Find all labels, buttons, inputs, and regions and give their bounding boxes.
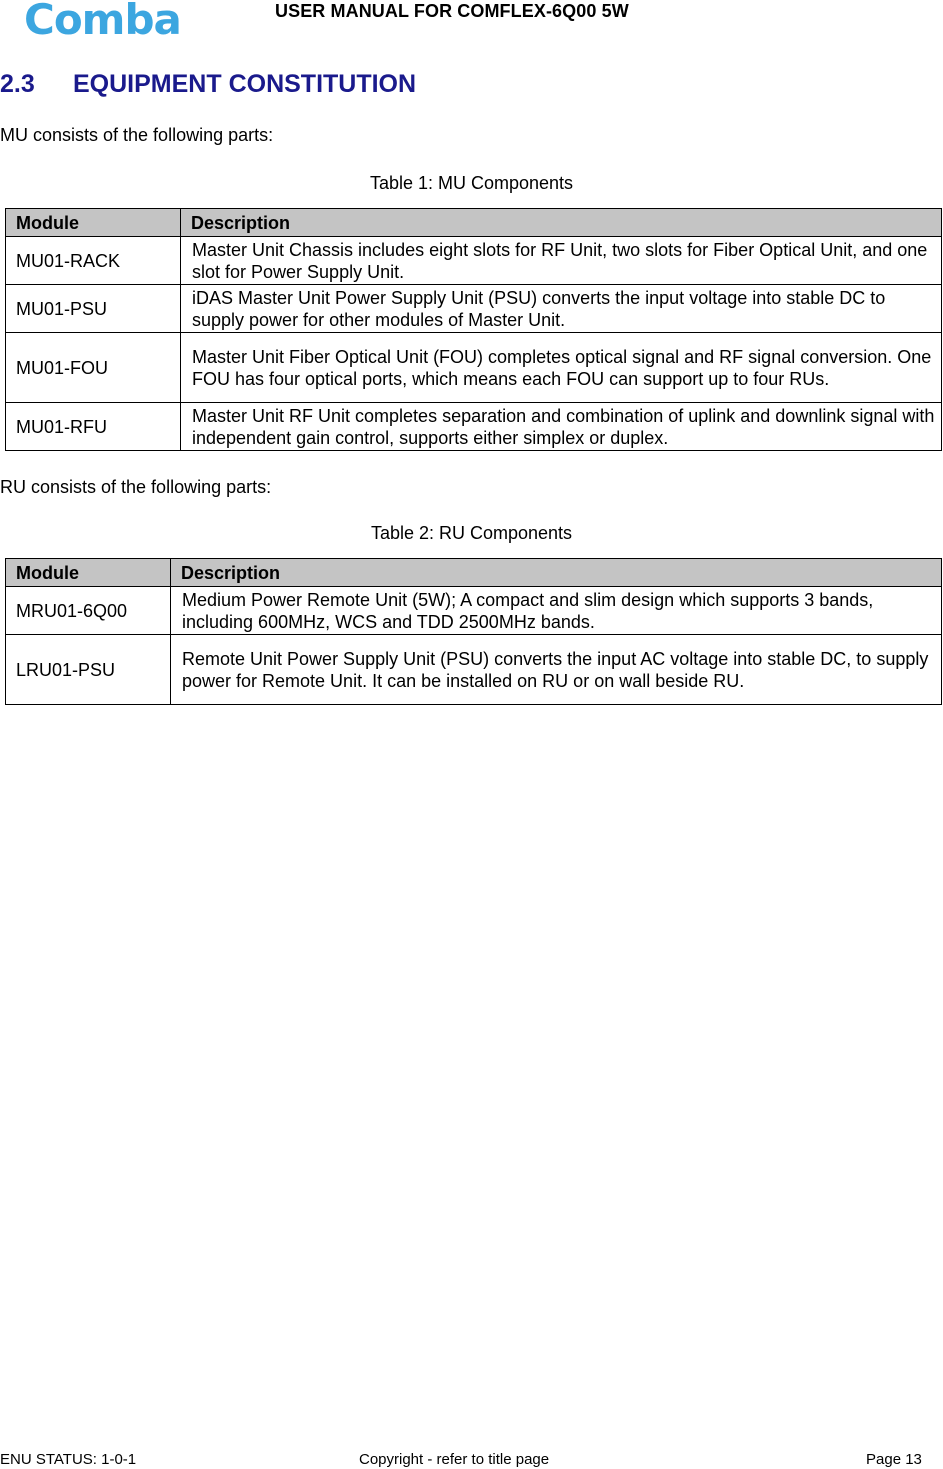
table-row bbox=[6, 635, 942, 705]
table-header-row bbox=[6, 209, 942, 237]
mu-intro: MU consists of the following parts: bbox=[0, 125, 274, 145]
footer-copyright: Copyright - refer to title page bbox=[359, 1451, 550, 1468]
mu-components-table bbox=[5, 208, 942, 451]
table-row bbox=[6, 285, 942, 333]
table-row bbox=[6, 587, 942, 635]
module-cell: LRU01-PSU bbox=[6, 635, 171, 705]
ru-intro: RU consists of the following parts: bbox=[0, 477, 272, 497]
description-cell: Master Unit Chassis includes eight slots for RF Unit, two slots for Fiber Optical Unit, and one slot for Power Supply Unit. bbox=[181, 237, 942, 285]
description-cell: iDAS Master Unit Power Supply Unit (PSU) converts the input voltage into stable DC to supply power for other modules of Master Unit. bbox=[181, 285, 942, 333]
ru-components-table bbox=[5, 558, 942, 705]
description-cell: Remote Unit Power Supply Unit (PSU) converts the input AC voltage into stable DC, to supply power for Remote Unit. It can be installed on RU or on wall beside RU. bbox=[171, 635, 942, 705]
description-cell: Master Unit RF Unit completes separation and combination of uplink and downlink signal with independent gain control, supports either simplex or duplex. bbox=[181, 403, 942, 451]
section-title: EQUIPMENT CONSTITUTION bbox=[73, 70, 417, 98]
module-cell: MU01-RACK bbox=[6, 237, 181, 285]
table-row bbox=[6, 403, 942, 451]
table-row bbox=[6, 237, 942, 285]
module-cell: MU01-RFU bbox=[6, 403, 181, 451]
footer-status: ENU STATUS: 1-0-1 bbox=[0, 1451, 137, 1468]
ru-table-caption: Table 2: RU Components bbox=[370, 523, 573, 543]
logo-text: Comba bbox=[24, 0, 181, 40]
module-cell: MU01-FOU bbox=[6, 333, 181, 403]
column-header-description: Description bbox=[181, 209, 942, 237]
table-row bbox=[6, 333, 942, 403]
section-number: 2.3 bbox=[0, 70, 35, 98]
comba-logo bbox=[24, 0, 204, 40]
column-header-module: Module bbox=[6, 559, 171, 587]
section-heading bbox=[0, 68, 416, 100]
footer-page-number: Page 13 bbox=[866, 1451, 922, 1468]
module-cell: MU01-PSU bbox=[6, 285, 181, 333]
mu-table-caption: Table 1: MU Components bbox=[369, 173, 574, 193]
description-cell: Master Unit Fiber Optical Unit (FOU) completes optical signal and RF signal conversion. One FOU has four optical ports, which means each FOU can support up to four RUs. bbox=[181, 333, 942, 403]
column-header-module: Module bbox=[6, 209, 181, 237]
column-header-description: Description bbox=[171, 559, 942, 587]
description-cell: Medium Power Remote Unit (5W); A compact and slim design which supports 3 bands, including 600MHz, WCS and TDD 2500MHz bands. bbox=[171, 587, 942, 635]
module-cell: MRU01-6Q00 bbox=[6, 587, 171, 635]
table-header-row bbox=[6, 559, 942, 587]
document-title: USER MANUAL FOR COMFLEX-6Q00 5W bbox=[275, 1, 629, 21]
